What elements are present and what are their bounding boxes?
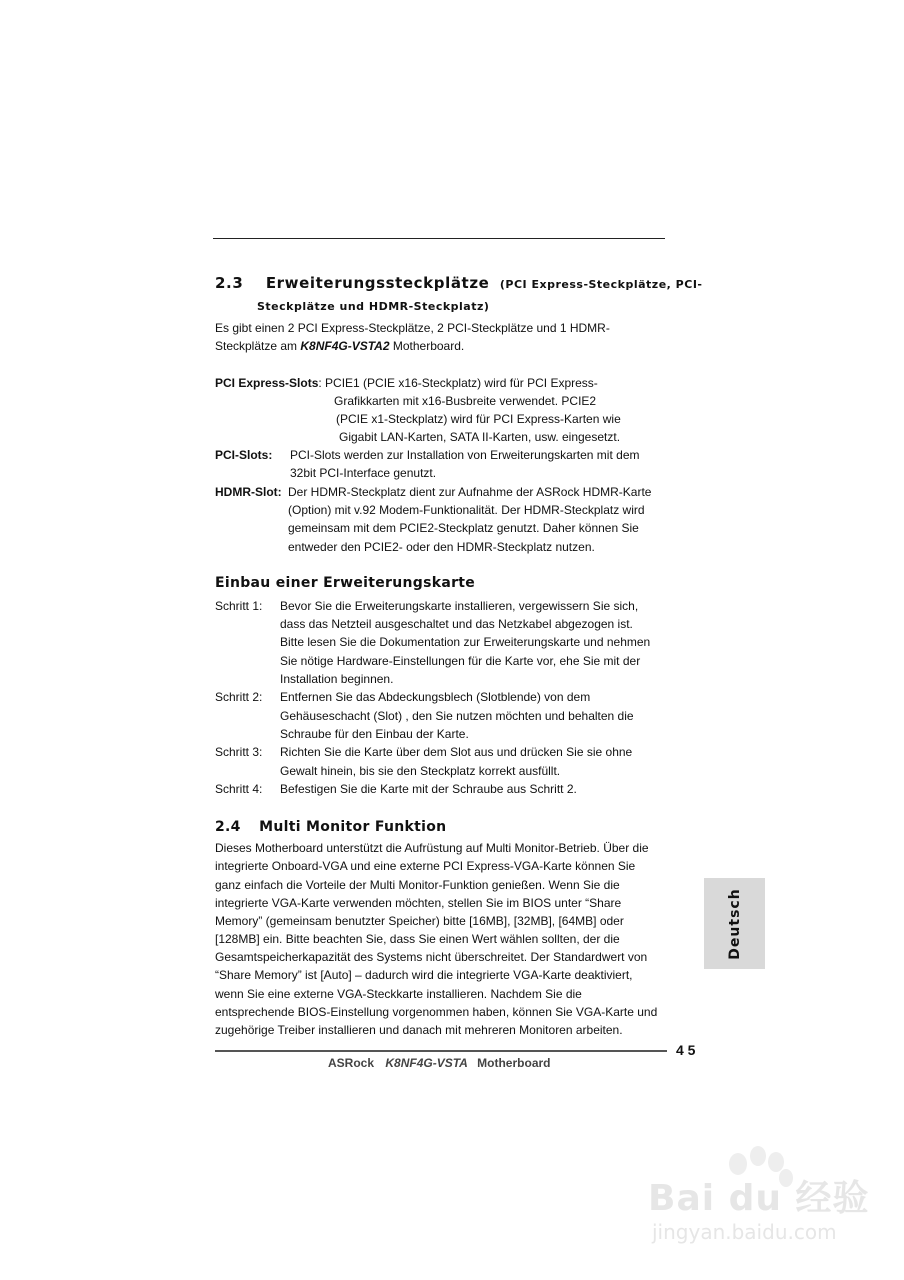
section-title: Multi Monitor Funktion bbox=[259, 819, 447, 835]
multi-monitor-line: ganz einfach die Vorteile der Multi Monitor-Funktion genießen. Wenn Sie die bbox=[215, 878, 620, 892]
pci-term: PCI-Slots: bbox=[215, 448, 273, 462]
pcie-desc: : PCIE1 (PCIE x16-Steckplatz) wird für PCI Express- bbox=[318, 376, 598, 390]
hdmr-row-1: Der HDMR-Steckplatz dient zur Aufnahme der ASRock HDMR-Karte bbox=[288, 485, 652, 499]
section-number: 2.4 bbox=[215, 819, 241, 835]
language-tab-label: Deutsch bbox=[726, 887, 743, 960]
pci-row-2: 32bit PCI-Interface genutzt. bbox=[290, 466, 437, 480]
section-subtitle-cont: Steckplätze und HDMR-Steckplatz) bbox=[257, 300, 490, 313]
step-1-line: Installation beginnen. bbox=[280, 672, 394, 686]
intro-text-end: Motherboard. bbox=[389, 339, 465, 353]
intro-line-1: Es gibt einen 2 PCI Express-Steckplätze, 2 PCI-Steckplätze und 1 HDMR- bbox=[215, 321, 610, 335]
section-number: 2.3 bbox=[215, 274, 244, 292]
multi-monitor-line: zugehörige Treiber installieren und danach mit mehreren Monitoren arbeiten. bbox=[215, 1023, 623, 1037]
footer-model: K8NF4G-VSTA bbox=[385, 1056, 468, 1070]
hdmr-row-4: entweder den PCIE2- oder den HDMR-Steckplatz nutzen. bbox=[288, 540, 595, 554]
install-heading: Einbau einer Erweiterungskarte bbox=[215, 575, 476, 591]
step-2-line: Gehäuseschacht (Slot) , den Sie nutzen möchten und behalten die bbox=[280, 709, 634, 723]
multi-monitor-line: [128MB] ein. Bitte beachten Sie, dass Sie einen Wert wählen sollten, der die bbox=[215, 932, 620, 946]
baidu-watermark bbox=[640, 1142, 890, 1262]
pcie-row-1 bbox=[215, 374, 598, 392]
step-2-line: Schraube für den Einbau der Karte. bbox=[280, 727, 469, 741]
step-4-label: Schritt 4: bbox=[215, 782, 263, 796]
step-1-line: dass das Netzteil ausgeschaltet und das Netzkabel abgezogen ist. bbox=[280, 617, 633, 631]
language-tab bbox=[704, 878, 765, 969]
step-4-line: Befestigen Sie die Karte mit der Schraube aus Schritt 2. bbox=[280, 782, 577, 796]
step-2-label: Schritt 2: bbox=[215, 690, 263, 704]
multi-monitor-line: Memory” (gemeinsam benutzter Speicher) bitte [16MB], [32MB], [64MB] oder bbox=[215, 914, 624, 928]
multi-monitor-line: integrierte Onboard-VGA und eine externe PCI Express-VGA-Karte können Sie bbox=[215, 859, 636, 873]
multi-monitor-line: Dieses Motherboard unterstützt die Aufrüstung auf Multi Monitor-Betrieb. Über die bbox=[215, 841, 649, 855]
section-2-3-heading bbox=[215, 274, 702, 293]
footer-brand: ASRock bbox=[328, 1056, 375, 1070]
pcie-row-4: Gigabit LAN-Karten, SATA II-Karten, usw. eingesetzt. bbox=[339, 430, 621, 444]
section-title: Erweiterungssteckplätze bbox=[265, 274, 490, 292]
multi-monitor-line: entsprechende BIOS-Einstellung vorgenommen haben, können Sie VGA-Karte und bbox=[215, 1005, 658, 1019]
hdmr-row-2: (Option) mit v.92 Modem-Funktionalität. Der HDMR-Steckplatz wird bbox=[288, 503, 645, 517]
pcie-term: PCI Express-Slots bbox=[215, 376, 319, 390]
step-2-line: Entfernen Sie das Abdeckungsblech (Slotblende) von dem bbox=[280, 690, 591, 704]
step-1-label: Schritt 1: bbox=[215, 599, 263, 613]
footer-caption bbox=[328, 1056, 551, 1070]
intro-text: Steckplätze am bbox=[215, 339, 301, 353]
pcie-row-3: (PCIE x1-Steckplatz) wird für PCI Express-Karten wie bbox=[336, 412, 621, 426]
watermark-logo: Bai du 经验 bbox=[648, 1178, 870, 1219]
intro-model: K8NF4G-VSTA2 bbox=[300, 339, 390, 353]
step-3-line: Richten Sie die Karte über dem Slot aus und drücken Sie sie ohne bbox=[280, 745, 633, 759]
pci-row-1: PCI-Slots werden zur Installation von Erweiterungskarten mit dem bbox=[290, 448, 640, 462]
section-2-4-heading bbox=[215, 818, 446, 836]
multi-monitor-line: “Share Memory” ist [Auto] – dadurch wird die integrierte VGA-Karte deaktiviert, bbox=[215, 968, 633, 982]
hdmr-term: HDMR-Slot: bbox=[215, 485, 282, 499]
step-1-line: Bevor Sie die Erweiterungskarte installieren, vergewissern Sie sich, bbox=[280, 599, 639, 613]
pcie-row-2: Grafikkarten mit x16-Busbreite verwendet. PCIE2 bbox=[334, 394, 597, 408]
section-subtitle: (PCI Express-Steckplätze, PCI- bbox=[499, 278, 703, 291]
footer-rule bbox=[215, 1050, 667, 1052]
footer-product: Motherboard bbox=[477, 1056, 551, 1070]
step-1-line: Sie nötige Hardware-Einstellungen für die Karte vor, ehe Sie mit der bbox=[280, 654, 641, 668]
intro-line-2 bbox=[215, 337, 464, 355]
hdmr-row-3: gemeinsam mit dem PCIE2-Steckplatz genutzt. Daher können Sie bbox=[288, 521, 639, 535]
multi-monitor-line: Gesamtspeicherkapazität des Systems nicht überschreitet. Der Standardwert von bbox=[215, 950, 648, 964]
watermark-url: jingyan.baidu.com bbox=[652, 1220, 837, 1244]
step-3-label: Schritt 3: bbox=[215, 745, 263, 759]
step-3-line: Gewalt hinein, bis sie den Steckplatz korrekt ausfüllt. bbox=[280, 764, 561, 778]
page-number: 4 5 bbox=[676, 1042, 696, 1058]
multi-monitor-line: integrierte VGA-Karte verwenden möchten, stellen Sie im BIOS unter “Share bbox=[215, 896, 622, 910]
multi-monitor-line: wenn Sie eine externe VGA-Steckkarte installieren. Nachdem Sie die bbox=[215, 987, 582, 1001]
step-1-line: Bitte lesen Sie die Dokumentation zur Erweiterungskarte und nehmen bbox=[280, 635, 651, 649]
header-rule bbox=[213, 238, 665, 239]
